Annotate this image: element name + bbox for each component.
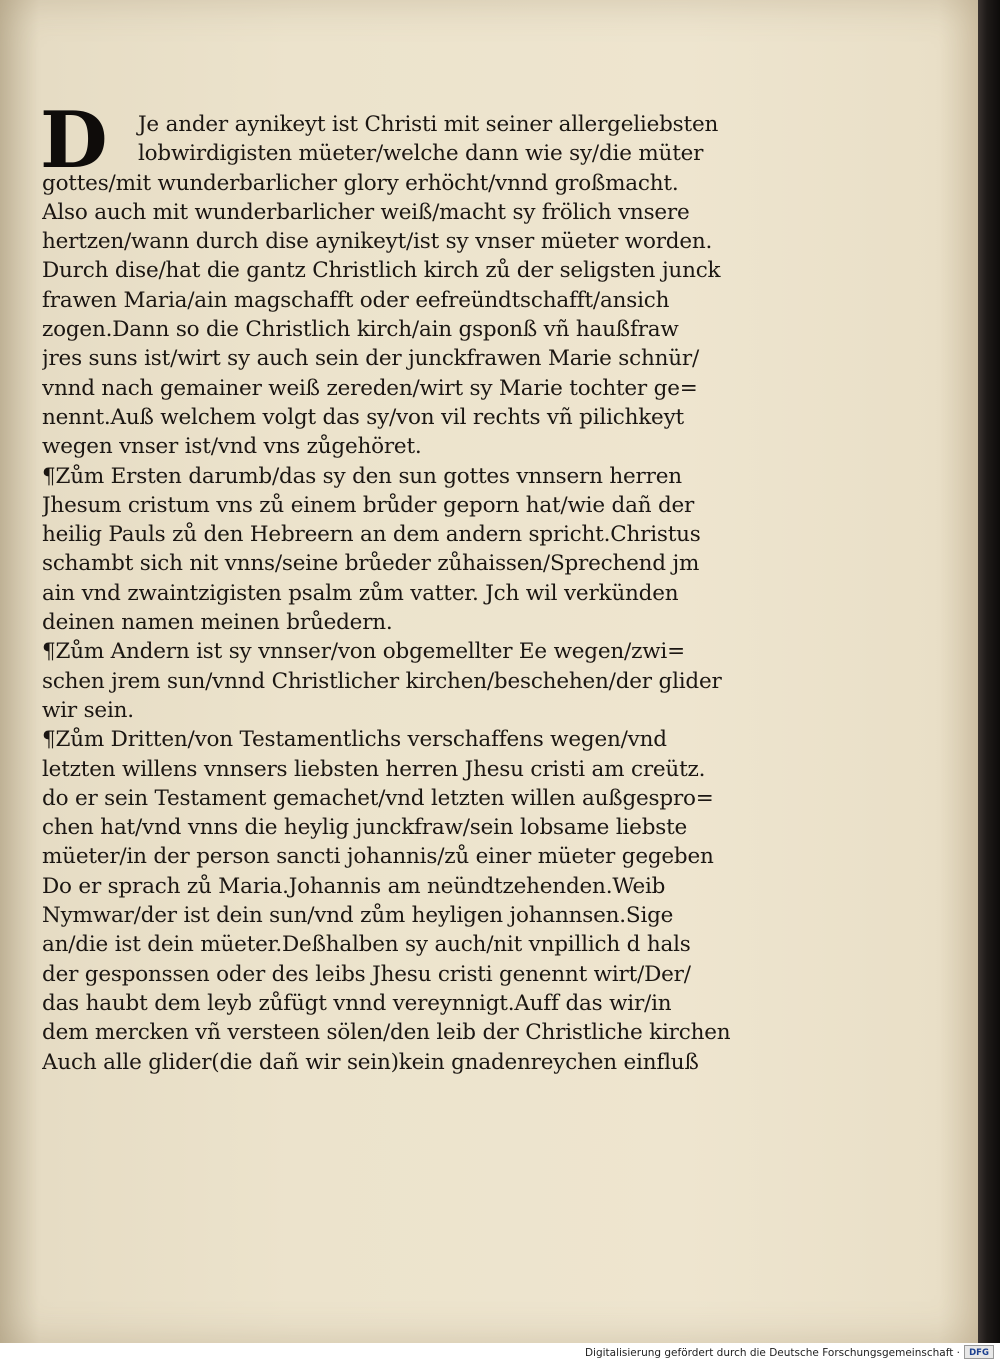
text-line-27: Do er sprach zů Maria.Johannis am neündtzehenden.Weib [42, 873, 666, 899]
text-line-24: do er sein Testament gemachet/vnd letzten willen außgespro= [42, 785, 714, 811]
text-line-5: hertzen/wann durch dise aynikeyt/ist sy vnser müeter worden. [42, 229, 713, 255]
text-line-29: an/die ist dein müeter.Deßhalben sy auch/nit vnpillich d hals [42, 932, 691, 958]
page-text [40, 95, 732, 1077]
text-line-1: Je ander aynikeyt ist Christi mit seiner allergeliebsten [138, 112, 719, 137]
text-line-21: wir sein. [42, 697, 134, 723]
text-line-30: der gesponssen oder des leibs Jhesu cristi genennt wirt/Der/ [42, 961, 691, 987]
dfg-logo: DFG [964, 1345, 994, 1359]
text-line-3: gottes/mit wunderbarlicher glory erhöcht/vnnd großmacht. [42, 170, 679, 196]
text-line-4: Also auch mit wunderbarlicher weiß/macht sy frölich vnsere [42, 199, 690, 225]
text-line-2: lobwirdigisten müeter/welche dann wie sy/die müter [138, 141, 704, 167]
text-line-16: schambt sich nit vnns/seine brůeder zůhaissen/Sprechend jm [42, 551, 700, 577]
text-line-20: schen jrem sun/vnnd Christlicher kirchen/beschehen/der glider [42, 668, 722, 694]
text-line-9: jres suns ist/wirt sy auch sein der junckfrawen Marie schnür/ [42, 346, 700, 372]
text-line-8: zogen.Dann so die Christlich kirch/ain gsponß vñ haußfraw [42, 317, 679, 343]
text-line-28: Nymwar/der ist dein sun/vnd zům heyligen johannsen.Sige [42, 903, 674, 929]
text-line-31: das haubt dem leyb zůfügt vnnd vereynnigt.Auff das wir/in [42, 990, 672, 1016]
text-line-13: ¶Zům Ersten darumb/das sy den sun gottes vnnsern herren [42, 463, 682, 489]
text-line-18: deinen namen meinen brůedern. [42, 610, 393, 636]
text-line-26: müeter/in der person sancti johannis/zů einer müeter gegeben [42, 844, 714, 870]
text-line-32: dem mercken vñ versteen sölen/den leib der Christliche kirchen [42, 1020, 731, 1046]
text-line-15: heilig Pauls zů den Hebreern an dem andern spricht.Christus [42, 522, 701, 548]
text-line-6: Durch dise/hat die gantz Christlich kirch zů der seligsten junck [42, 258, 721, 284]
text-line-23: letzten willens vnnsers liebsten herren Jhesu cristi am creütz. [42, 756, 706, 782]
text-line-12: wegen vnser ist/vnd vns zůgehöret. [42, 434, 422, 460]
text-line-33: Auch alle glider(die dañ wir sein)kein gnadenreychen einfluß [42, 1049, 699, 1075]
decorated-initial: D [40, 95, 108, 186]
text-line-14: Jhesum cristum vns zů einem brůder geporn hat/wie dañ der [42, 492, 695, 518]
text-line-19: ¶Zům Andern ist sy vnnser/von obgemellter Ee wegen/zwi= [42, 639, 685, 665]
text-line-22: ¶Zům Dritten/von Testamentlichs verschaffens wegen/vnd [42, 727, 667, 753]
text-line-11: nennt.Auß welchem volgt das sy/von vil rechts vñ pilichkeyt [42, 404, 684, 430]
text-line-10: vnnd nach gemainer weiß zereden/wirt sy Marie tochter ge= [42, 375, 698, 401]
funding-credit: Digitalisierung gefördert durch die Deutsche Forschungsgemeinschaft · [584, 1347, 960, 1359]
text-line-17: ain vnd zwaintzigisten psalm zům vatter. Jch wil verkünden [42, 580, 679, 606]
page-edge-shadow [978, 0, 1000, 1343]
text-line-7: frawen Maria/ain magschafft oder eefreündtschafft/ansich [42, 287, 670, 313]
footer-bar [0, 1343, 1000, 1362]
text-line-25: chen hat/vnd vnns die heylig junckfraw/sein lobsame liebste [42, 815, 688, 841]
